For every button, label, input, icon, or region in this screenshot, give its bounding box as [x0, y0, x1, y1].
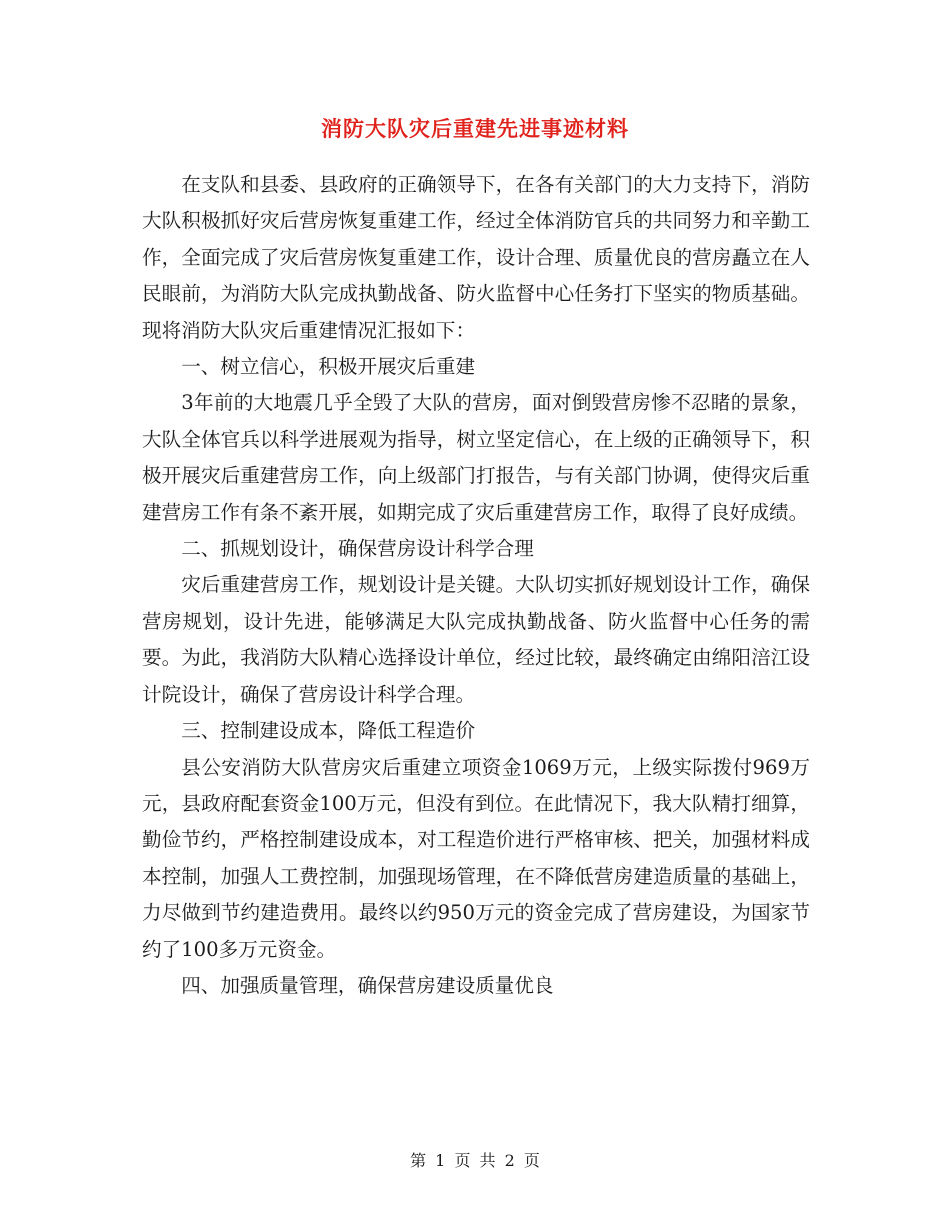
section-heading-4: 四、加强质量管理，确保营房建设质量优良 [181, 973, 554, 997]
paragraph-section-1: 3年前的大地震几乎全毁了大队的营房，面对倒毁营房惨不忍睹的景象，大队全体官兵以科学进展观为指导，树立坚定信心，在上级的正确领导下，积极开展灾后重建营房工作，向上级部门打报告，与有关部门协调，使得灾后重建营房工作有条不紊开展，如期完成了灾后重建营房工作，取得了良好成绩。 [142, 391, 810, 524]
paragraph-section-3: 县公安消防大队营房灾后重建立项资金1069万元，上级实际拨付969万元，县政府配套资金100万元，但没有到位。在此情况下，我大队精打细算，勤俭节约，严格控制建设成本，对工程造价进行严格审核、把关，加强材料成本控制，加强人工费控制，加强现场管理，在不降低营房建造质量的基础上，力尽做到节约建造费用。最终以约950万元的资金完成了营房建设，为国家节约了100多万元资金。 [142, 755, 810, 961]
document-title: 消防大队灾后重建先进事迹材料 [321, 116, 629, 141]
paragraph-section-2: 灾后重建营房工作，规划设计是关键。大队切实抓好规划设计工作，确保营房规划，设计先进，能够满足大队完成执勤战备、防火监督中心任务的需要。为此，我消防大队精心选择设计单位，经过比较，最终确定由绵阳涪江设计院设计，确保了营房设计科学合理。 [142, 573, 810, 706]
page-footer: 第 1 页 共 2 页 [410, 1151, 540, 1170]
document-body [142, 167, 810, 1004]
paragraph-intro: 在支队和县委、县政府的正确领导下，在各有关部门的大力支持下，消防大队积极抓好灾后营房恢复重建工作，经过全体消防官兵的共同努力和辛勤工作，全面完成了灾后营房恢复重建工作，设计合理、质量优良的营房矗立在人民眼前，为消防大队完成执勤战备、防火监督中心任务打下坚实的物质基础。现将消防大队灾后重建情况汇报如下： [142, 173, 810, 342]
section-heading-2: 二、抓规划设计，确保营房设计科学合理 [181, 537, 534, 561]
section-heading-1: 一、树立信心，积极开展灾后重建 [181, 355, 476, 379]
section-heading-3: 三、控制建设成本，降低工程造价 [181, 719, 476, 743]
